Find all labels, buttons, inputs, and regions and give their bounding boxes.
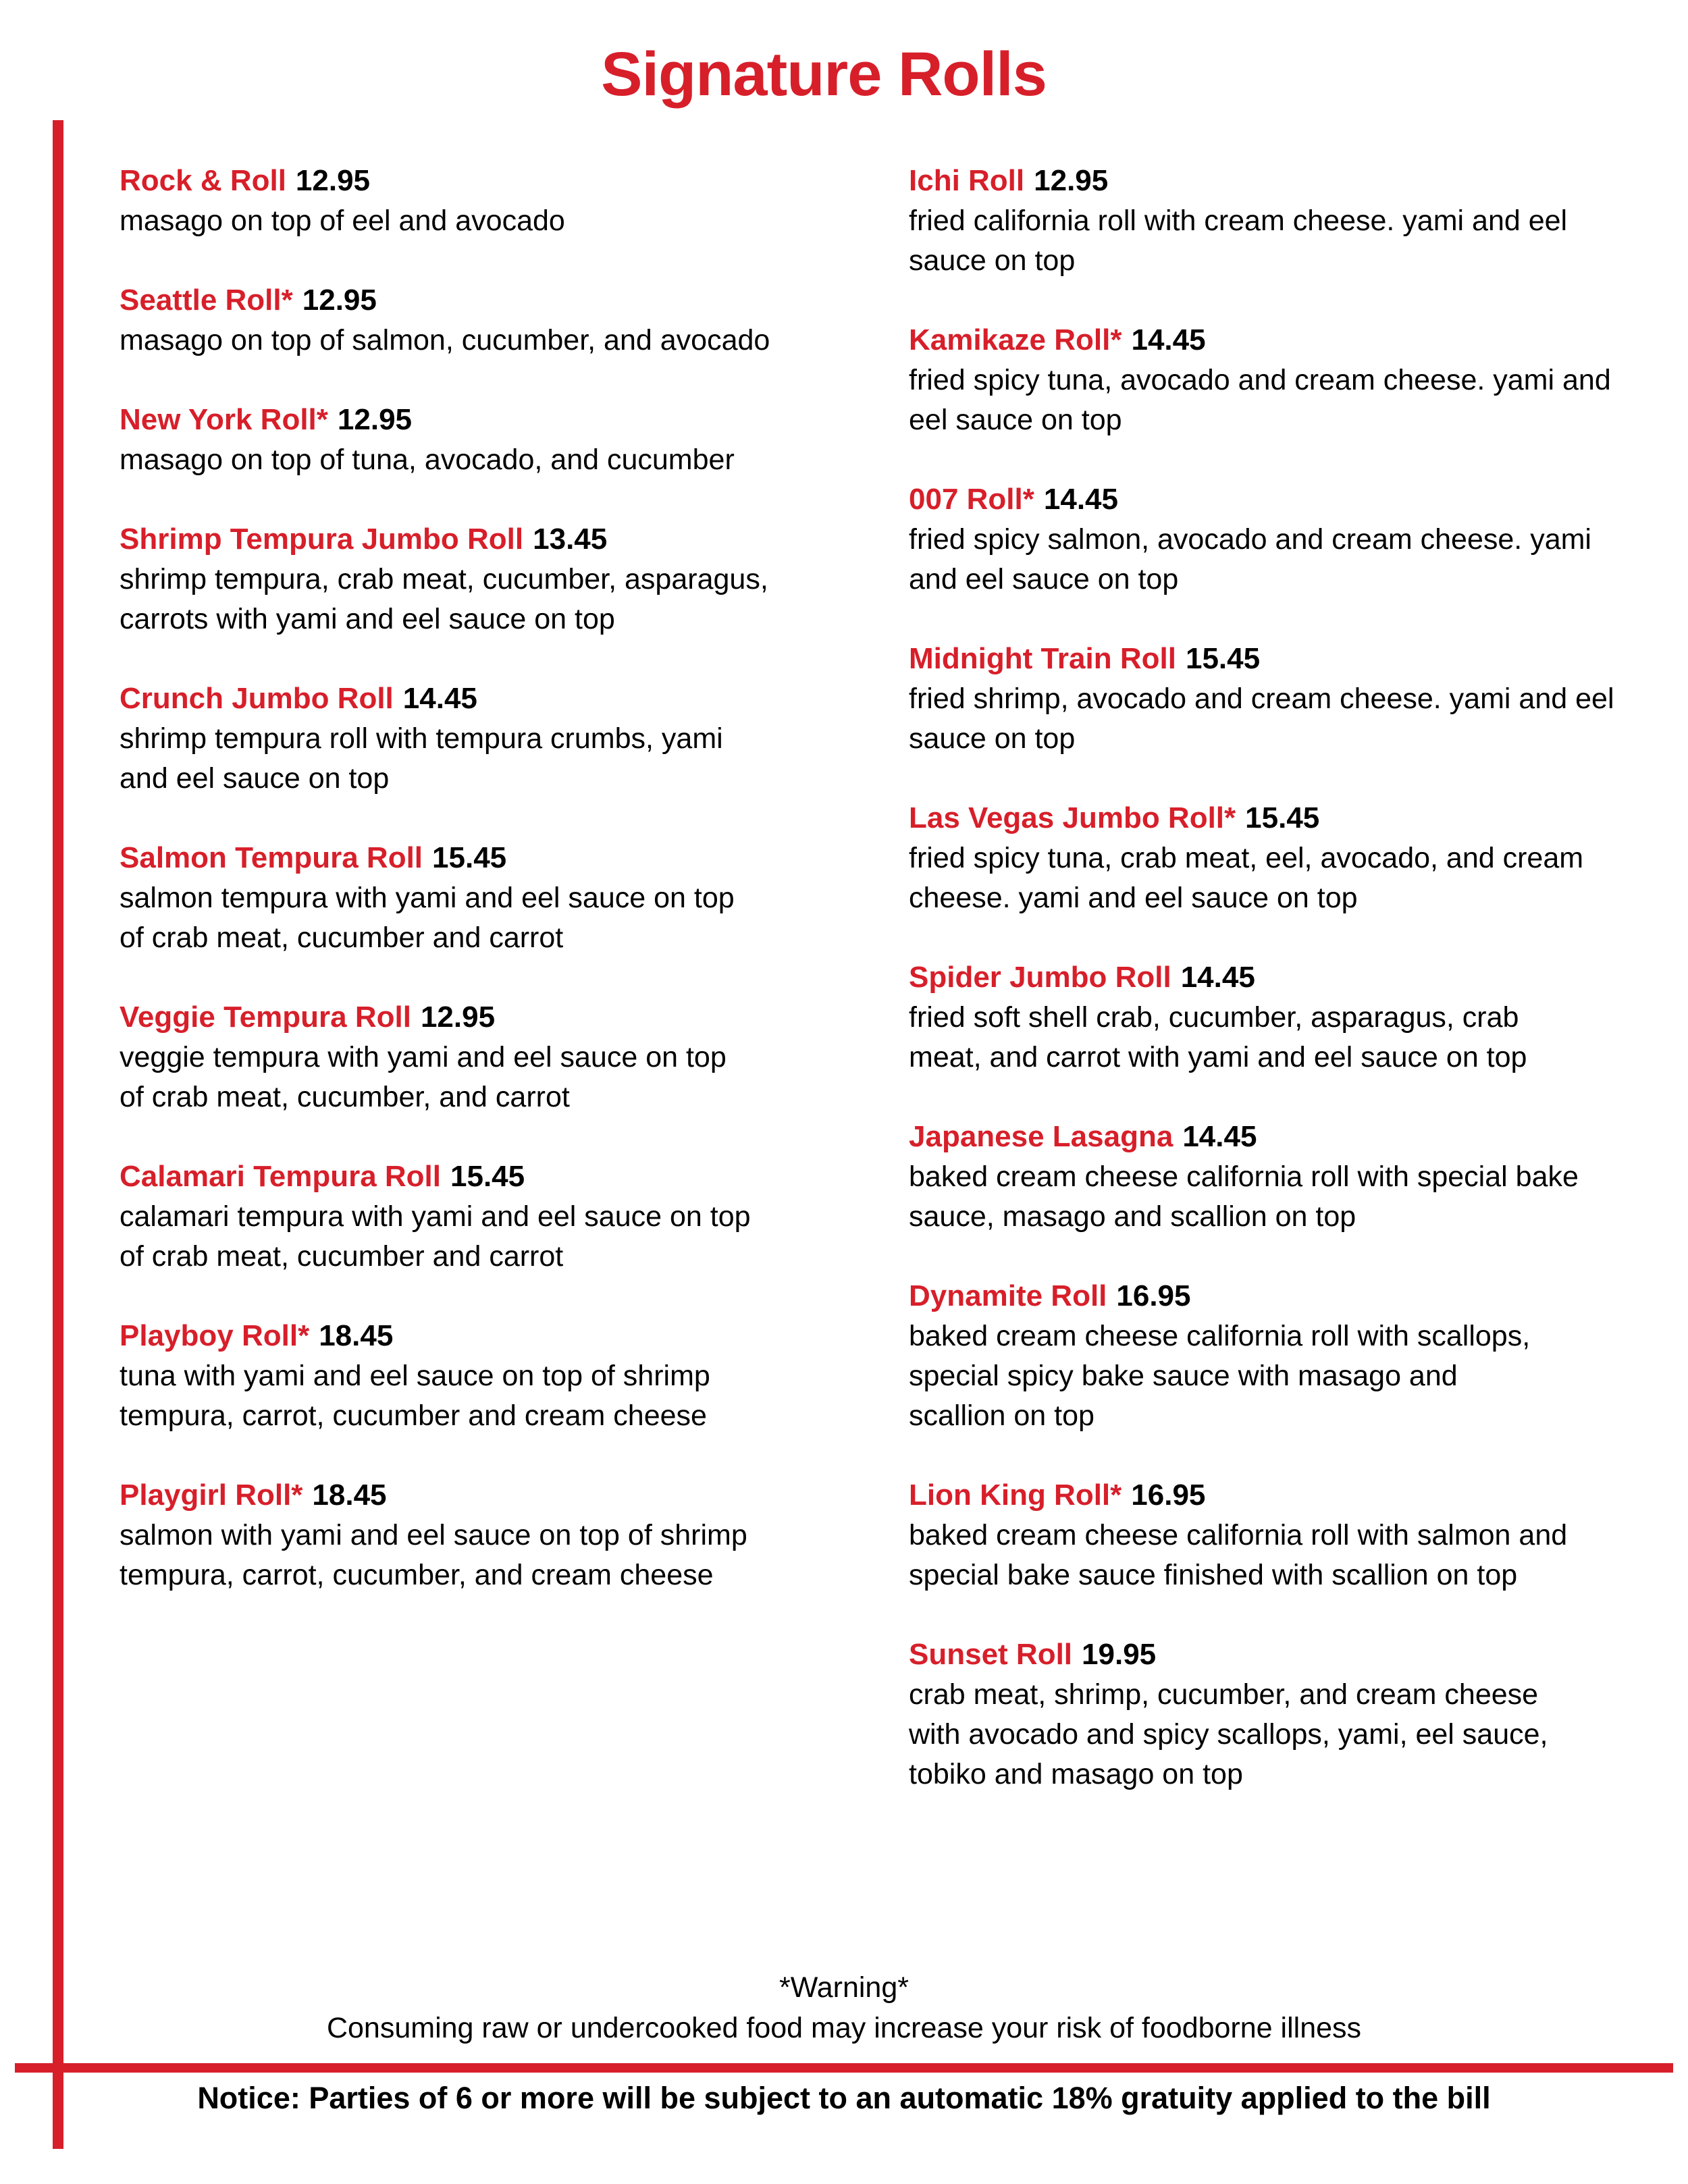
menu-item-price: 12.95 <box>302 284 377 317</box>
menu-item-description-line: and eel sauce on top <box>120 762 390 795</box>
menu-item-description-line: special bake sauce finished with scallion on top <box>909 1559 1518 1591</box>
menu-item-description-line: masago on top of salmon, cucumber, and avocado <box>120 324 770 356</box>
menu-item-heading <box>909 1117 1658 1157</box>
menu-item-name: Las Vegas Jumbo Roll* <box>909 801 1236 834</box>
menu-item-description-line: calamari tempura with yami and eel sauce on top <box>120 1200 751 1233</box>
menu-item-description-line: tuna with yami and eel sauce on top of shrimp <box>120 1360 710 1392</box>
menu-item <box>120 838 862 958</box>
menu-item-description-line: fried california roll with cream cheese. yami and eel <box>909 205 1568 237</box>
page-title: Signature Rolls <box>601 40 1047 109</box>
menu-item-name: Calamari Tempura Roll <box>120 1160 441 1193</box>
menu-item-name: Japanese Lasagna <box>909 1120 1173 1153</box>
menu-item-description-line: masago on top of tuna, avocado, and cucumber <box>120 444 735 476</box>
menu-item-name: Shrimp Tempura Jumbo Roll <box>120 523 524 556</box>
gratuity-notice: Notice: Parties of 6 or more will be subject to an automatic 18% gratuity applied to the bill <box>197 2081 1491 2115</box>
menu-item-price: 12.95 <box>295 164 371 197</box>
menu-item-name: Veggie Tempura Roll <box>120 1001 411 1034</box>
menu-item-description-line: shrimp tempura, crab meat, cucumber, asparagus, <box>120 563 768 595</box>
menu-item-price: 18.45 <box>312 1479 387 1512</box>
menu-item-heading <box>120 678 862 719</box>
menu-item <box>909 161 1658 281</box>
menu-item <box>120 1156 862 1277</box>
menu-item-description-line: fried spicy tuna, crab meat, eel, avocado, and cream <box>909 842 1584 874</box>
menu-item-price: 15.45 <box>432 841 507 874</box>
menu-item-name: Crunch Jumbo Roll <box>120 682 394 715</box>
menu-item <box>909 1475 1658 1595</box>
menu-item <box>909 320 1658 440</box>
menu-item-description-line: fried spicy salmon, avocado and cream cheese. yami <box>909 523 1591 556</box>
menu-item <box>909 957 1658 1077</box>
menu-item-description-line: tempura, carrot, cucumber, and cream cheese <box>120 1559 714 1591</box>
menu-item-name: New York Roll* <box>120 403 328 436</box>
menu-item-description-line: fried shrimp, avocado and cream cheese. yami and eel <box>909 683 1614 715</box>
menu-item-heading <box>120 1316 862 1356</box>
menu-item <box>120 1316 862 1436</box>
menu-item-price: 19.95 <box>1082 1638 1157 1671</box>
menu-item-price: 18.45 <box>319 1319 394 1352</box>
menu-item-name: Kamikaze Roll* <box>909 323 1122 356</box>
menu-item-heading <box>120 1156 862 1197</box>
menu-item-name: Spider Jumbo Roll <box>909 961 1171 994</box>
menu-item-description-line: sauce on top <box>909 722 1076 755</box>
menu-item-description-line: special spicy bake sauce with masago and <box>909 1360 1458 1392</box>
menu-item-description-line: and eel sauce on top <box>909 563 1179 595</box>
menu-item-name: Playgirl Roll* <box>120 1479 303 1512</box>
menu-item-heading <box>120 519 862 560</box>
menu-item-heading <box>120 1475 862 1516</box>
menu-item-description-line: with avocado and spicy scallops, yami, eel sauce, <box>909 1718 1548 1751</box>
menu-item-name: Midnight Train Roll <box>909 642 1176 675</box>
menu-item-heading <box>909 479 1658 520</box>
menu-item-description-line: salmon with yami and eel sauce on top of shrimp <box>120 1519 747 1551</box>
menu-item-heading <box>120 400 862 440</box>
menu-item <box>909 1117 1658 1237</box>
menu-item-price: 15.45 <box>1245 801 1320 834</box>
menu-item-price: 12.95 <box>420 1001 496 1034</box>
menu-item-price: 12.95 <box>1034 164 1109 197</box>
menu-item-price: 14.45 <box>1043 483 1118 516</box>
menu-item <box>120 678 862 799</box>
horizontal-rule <box>15 2063 1673 2073</box>
menu-item-heading <box>120 280 862 321</box>
menu-item-name: Seattle Roll* <box>120 284 293 317</box>
menu-item-price: 15.45 <box>450 1160 525 1193</box>
menu-item-name: Rock & Roll <box>120 164 286 197</box>
menu-item-name: 007 Roll* <box>909 483 1034 516</box>
menu-item <box>120 400 862 480</box>
menu-item-description-line: sauce, masago and scallion on top <box>909 1200 1356 1233</box>
menu-item-description-line: baked cream cheese california roll with scallops, <box>909 1320 1531 1352</box>
menu-item-description-line: fried soft shell crab, cucumber, asparagus, crab <box>909 1001 1519 1034</box>
menu-item-description-line: of crab meat, cucumber and carrot <box>120 922 564 954</box>
menu-item-description-line: veggie tempura with yami and eel sauce on top <box>120 1041 727 1073</box>
menu-item-name: Dynamite Roll <box>909 1279 1107 1312</box>
warning-title: *Warning* <box>779 1971 909 2004</box>
right-menu-column <box>909 161 1658 1834</box>
menu-item <box>120 1475 862 1595</box>
menu-item <box>120 997 862 1117</box>
menu-item-description-line: baked cream cheese california roll with special bake <box>909 1161 1579 1193</box>
menu-item-heading <box>909 1634 1658 1675</box>
menu-item-price: 15.45 <box>1185 642 1261 675</box>
menu-item-description-line: cheese. yami and eel sauce on top <box>909 882 1358 914</box>
menu-item-price: 16.95 <box>1131 1479 1206 1512</box>
menu-item-name: Lion King Roll* <box>909 1479 1122 1512</box>
menu-item-description-line: eel sauce on top <box>909 404 1122 436</box>
menu-item <box>909 639 1658 759</box>
menu-item-heading <box>120 997 862 1038</box>
menu-item-heading <box>909 1276 1658 1316</box>
menu-item-description-line: masago on top of eel and avocado <box>120 205 565 237</box>
menu-item-heading <box>909 161 1658 201</box>
menu-item <box>120 280 862 361</box>
menu-item-heading <box>120 838 862 878</box>
menu-item-price: 12.95 <box>337 403 413 436</box>
menu-item <box>909 1276 1658 1436</box>
menu-item-description-line: baked cream cheese california roll with salmon and <box>909 1519 1568 1551</box>
menu-item-heading <box>909 798 1658 838</box>
menu-item-description-line: carrots with yami and eel sauce on top <box>120 603 615 635</box>
menu-item-heading <box>909 639 1658 679</box>
menu-item-description-line: shrimp tempura roll with tempura crumbs, yami <box>120 722 723 755</box>
menu-item-description-line: of crab meat, cucumber and carrot <box>120 1240 564 1273</box>
menu-item <box>909 1634 1658 1794</box>
menu-item-heading <box>909 1475 1658 1516</box>
left-menu-column <box>120 161 862 1634</box>
menu-item <box>909 479 1658 600</box>
menu-item-price: 13.45 <box>533 523 608 556</box>
menu-item-name: Playboy Roll* <box>120 1319 310 1352</box>
menu-item <box>909 798 1658 918</box>
menu-item-heading <box>909 957 1658 998</box>
menu-item-description-line: of crab meat, cucumber, and carrot <box>120 1081 570 1113</box>
menu-item-heading <box>120 161 862 201</box>
menu-item-heading <box>909 320 1658 361</box>
menu-item-description-line: salmon tempura with yami and eel sauce on top <box>120 882 735 914</box>
menu-item-description-line: fried spicy tuna, avocado and cream cheese. yami and <box>909 364 1611 396</box>
menu-item-price: 14.45 <box>1180 961 1255 994</box>
menu-item-description-line: crab meat, shrimp, cucumber, and cream cheese <box>909 1678 1539 1711</box>
menu-item-description-line: tempura, carrot, cucumber and cream cheese <box>120 1400 707 1432</box>
vertical-rule <box>53 120 63 2149</box>
menu-item-description-line: sauce on top <box>909 244 1076 277</box>
menu-item <box>120 161 862 241</box>
menu-item-description-line: meat, and carrot with yami and eel sauce on top <box>909 1041 1527 1073</box>
menu-item-description-line: scallion on top <box>909 1400 1094 1432</box>
menu-item-price: 14.45 <box>1182 1120 1257 1153</box>
warning-text: Consuming raw or undercooked food may increase your risk of foodborne illness <box>326 2012 1362 2044</box>
menu-item-name: Sunset Roll <box>909 1638 1073 1671</box>
menu-item-price: 16.95 <box>1116 1279 1191 1312</box>
menu-item-name: Ichi Roll <box>909 164 1025 197</box>
menu-item <box>120 519 862 639</box>
menu-item-name: Salmon Tempura Roll <box>120 841 423 874</box>
menu-item-description-line: tobiko and masago on top <box>909 1758 1243 1790</box>
menu-item-price: 14.45 <box>1131 323 1206 356</box>
menu-item-price: 14.45 <box>402 682 477 715</box>
